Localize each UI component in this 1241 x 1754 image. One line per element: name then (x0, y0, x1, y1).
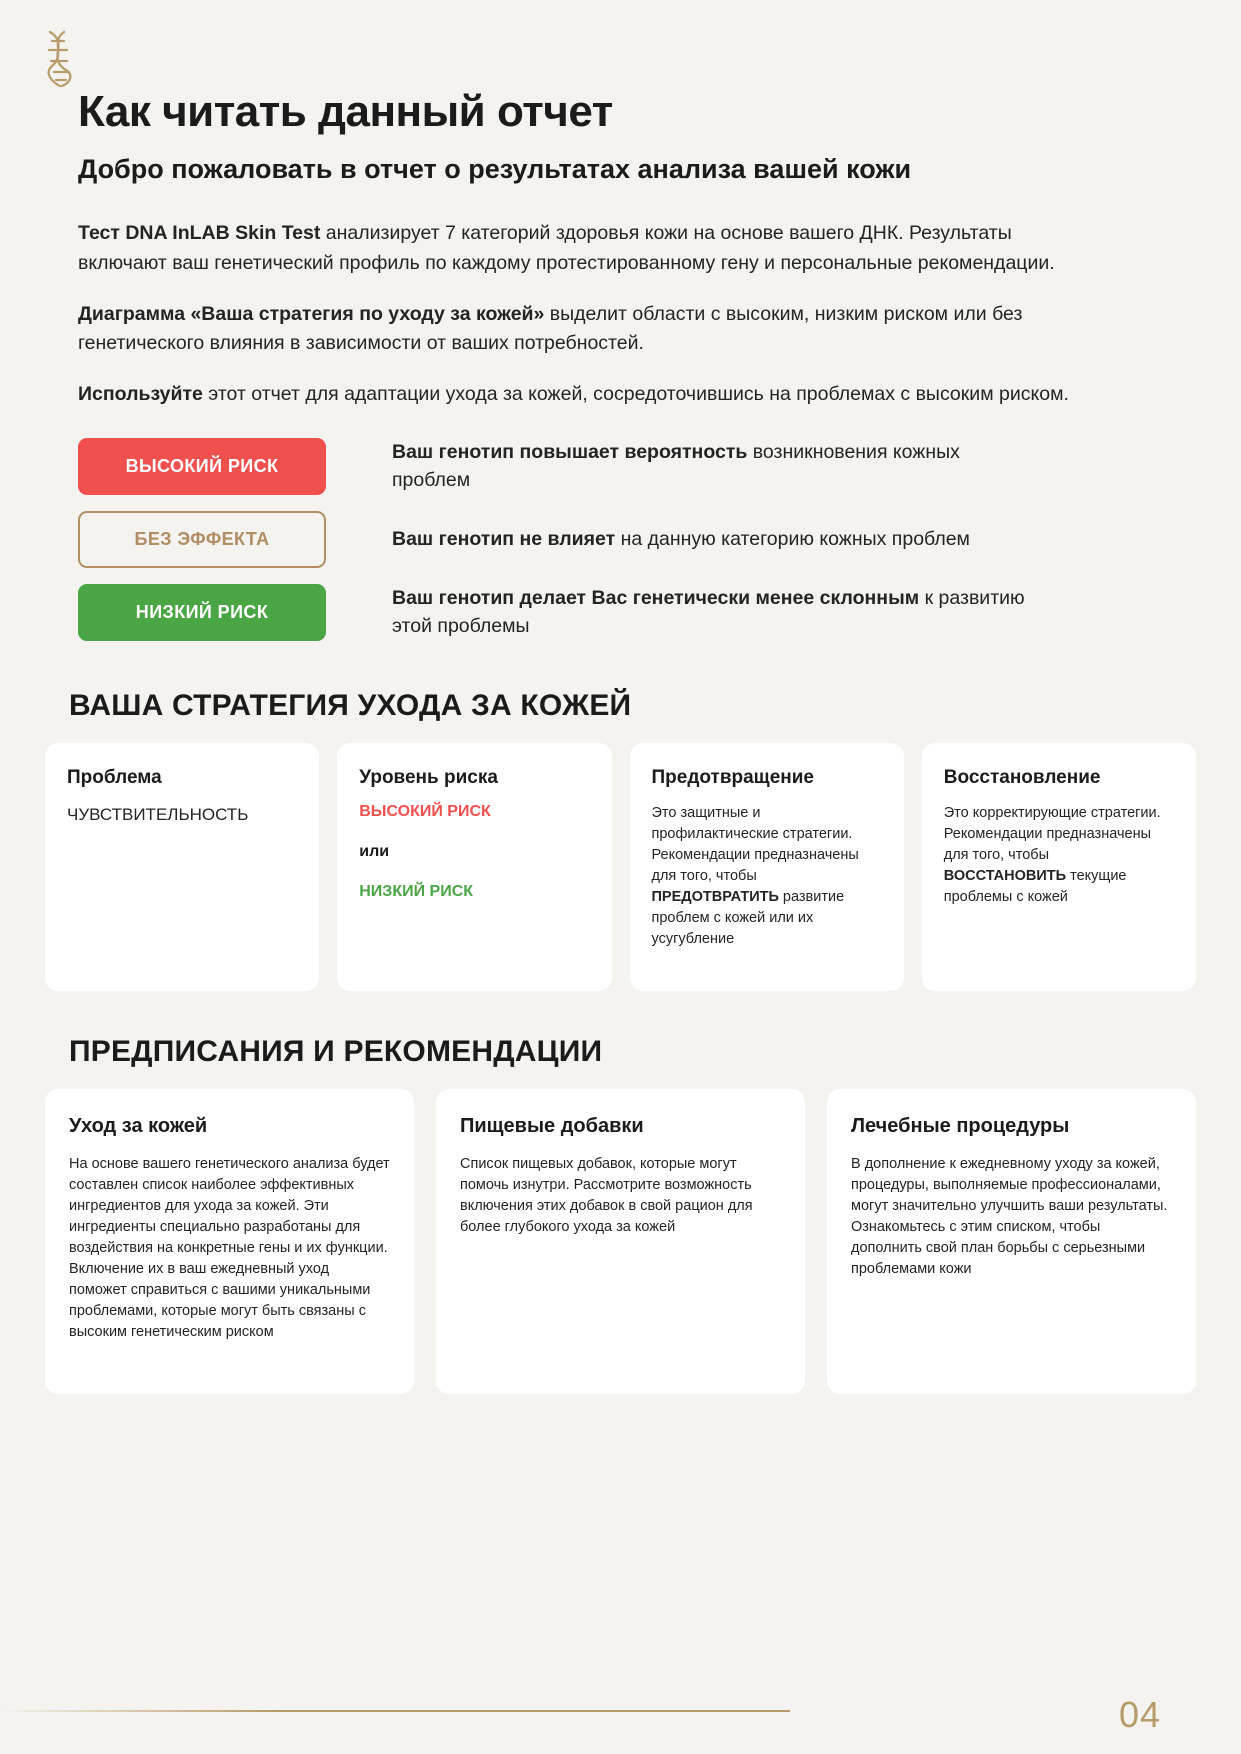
intro-section (45, 187, 1088, 409)
strategy-card-risk-title: Уровень риска (359, 766, 498, 788)
legend-rest-none: на данную категорию кожных проблем (615, 528, 970, 551)
page-title: Как читать данный отчет (78, 87, 613, 136)
legend-item-high-risk (78, 438, 1196, 495)
dna-helix-icon (36, 28, 82, 90)
recommendation-card-treatments (827, 1089, 1196, 1394)
badge-no-effect: БЕЗ ЭФФЕКТА (78, 511, 326, 568)
recommendation-card-supplements-title: Пищевые добавки (460, 1114, 644, 1137)
strategy-card-problem (45, 743, 319, 991)
legend-item-low-risk (78, 584, 1196, 641)
page-subtitle: Добро пожаловать в отчет о результатах анализа вашей кожи (78, 154, 912, 185)
legend-text-high-risk (392, 438, 1032, 495)
intro-strong-1: Тест DNA InLAB Skin Test (78, 222, 321, 245)
strategy-card-problem-title: Проблема (67, 766, 162, 788)
strategy-risk-high-label: ВЫСОКИЙ РИСК (359, 802, 491, 820)
intro-rest-3: этот отчет для адаптации ухода за кожей, сосредоточившись на проблемах с высоким риском. (202, 383, 1069, 406)
intro-rest-1: анализирует 7 категорий здоровья кожи на основе вашего ДНК. Результаты включают ваш генетический профиль по каждому протестированному гену и персональные рекомендации. (78, 222, 1055, 274)
strategy-card-prevention-title: Предотвращение (651, 766, 815, 788)
intro-paragraph-3 (78, 380, 1088, 409)
strategy-section-heading: ВАША СТРАТЕГИЯ УХОДА ЗА КОЖЕЙ (69, 688, 632, 722)
legend-strong-none: Ваш генотип не влияет (392, 528, 616, 551)
strategy-cards (45, 743, 1196, 991)
legend-rest-low: к развитию этой проблемы (392, 586, 1025, 638)
intro-paragraph-2 (78, 300, 1088, 359)
recommendation-card-supplements-body: Список пищевых добавок, которые могут помочь изнутри. Рассмотрите возможность включения этих добавок в свой рацион для более глубокого ухода за кожей (460, 1155, 753, 1235)
footer-divider (0, 1710, 790, 1712)
page-number: 04 (1118, 1694, 1161, 1735)
prevention-body-start: Это защитные и профилактические стратегии. Рекомендации предназначены для того, чтобы (651, 804, 859, 884)
strategy-card-risk-level (337, 743, 611, 991)
prevention-body-strong: ПРЕДОТВРАТИТЬ (651, 888, 779, 905)
legend-rest-high: возникновения кожных проблем (392, 440, 960, 492)
strategy-card-prevention (630, 743, 904, 991)
strategy-card-problem-body: ЧУВСТВИТЕЛЬНОСТЬ (67, 804, 249, 824)
strategy-risk-low-label: НИЗКИЙ РИСК (359, 882, 474, 900)
badge-high-risk: ВЫСОКИЙ РИСК (78, 438, 326, 495)
legend-strong-low: Ваш генотип делает Вас генетически менее склонным (392, 586, 920, 609)
intro-strong-3: Используйте (78, 383, 203, 406)
intro-paragraph-1 (78, 219, 1088, 278)
recommendation-card-treatments-body: В дополнение к ежедневному уходу за кожей, процедуры, выполняемые профессионалами, могут значительно улучшить ваши результаты. Ознакомьтесь с этим списком, чтобы дополнить свой план борьбы с серьезными проблемами кожи (851, 1155, 1168, 1277)
restoration-body-strong: ВОССТАНОВИТЬ (943, 867, 1067, 884)
page-footer (0, 1668, 1241, 1754)
risk-legend (45, 438, 1196, 641)
legend-text-no-effect (392, 525, 970, 553)
legend-item-no-effect (78, 511, 1196, 568)
legend-text-low-risk (392, 584, 1032, 641)
prevention-body-end: развитие проблем с кожей или их усугубление (651, 888, 845, 947)
restoration-body-start: Это корректирующие стратегии. Рекомендации предназначены для того, чтобы (943, 804, 1161, 863)
intro-rest-2: выделит области с высоким, низким риском или без генетического влияния в зависимости от ваших потребностей. (78, 302, 1023, 355)
strategy-card-restoration (922, 743, 1196, 991)
legend-strong-high: Ваш генотип повышает вероятность (392, 440, 748, 463)
recommendation-card-treatments-title: Лечебные процедуры (851, 1114, 1070, 1137)
strategy-risk-or-label: или (359, 842, 390, 860)
recommendation-card-skincare-title: Уход за кожей (69, 1114, 208, 1137)
restoration-body-end: текущие проблемы с кожей (943, 867, 1127, 905)
recommendation-card-skincare (45, 1089, 414, 1394)
strategy-card-restoration-body (944, 803, 1174, 908)
intro-strong-2: Диаграмма «Ваша стратегия по уходу за кожей» (78, 302, 545, 325)
badge-low-risk: НИЗКИЙ РИСК (78, 584, 326, 641)
recommendations-section-heading: ПРЕДПИСАНИЯ И РЕКОМЕНДАЦИИ (69, 1034, 603, 1068)
strategy-card-prevention-body (652, 803, 882, 950)
recommendation-cards (45, 1089, 1196, 1394)
strategy-card-restoration-title: Восстановление (943, 766, 1101, 788)
recommendation-card-skincare-body: На основе вашего генетического анализа будет составлен список наиболее эффективных ингредиентов для ухода за кожей. Эти ингредиенты специально разработаны для воздействия на конкретные гены и их функции. Включение их в ваш ежедневный уход поможет справиться с вашими уникальными проблемами, которые могут быть связаны с высоким генетическим риском (69, 1155, 390, 1340)
recommendation-card-supplements (436, 1089, 805, 1394)
